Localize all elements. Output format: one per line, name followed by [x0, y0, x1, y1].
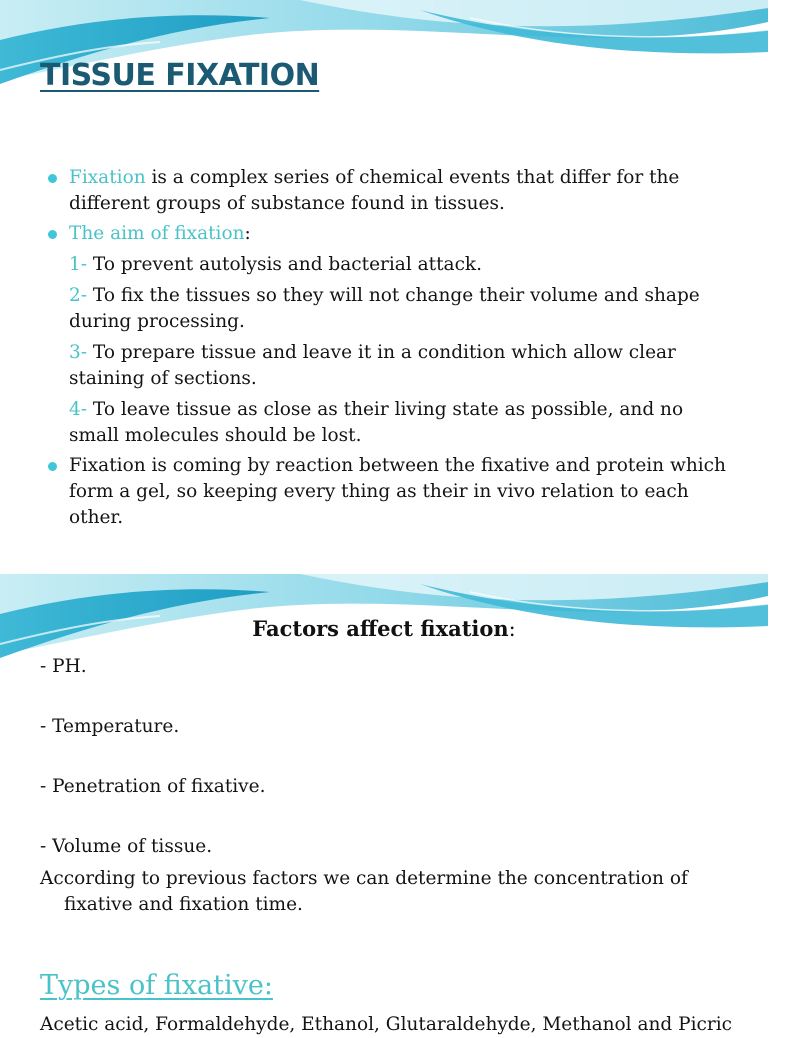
aim-number: 3-: [69, 342, 88, 363]
page-title: TISSUE FIXATION: [40, 58, 320, 93]
factors-list: [40, 654, 740, 918]
bullet-dot-icon: [48, 174, 57, 183]
factor-item: - PH.: [40, 656, 87, 677]
bullet-dot-icon: [48, 230, 57, 239]
section-title-text: Factors affect fixation: [252, 616, 509, 641]
slide-2: [0, 574, 768, 1035]
aim-text: To prevent autolysis and bacterial attack.: [87, 254, 483, 275]
aim-text: To fix the tissues so they will not change their volume and shape during processing.: [69, 285, 700, 332]
bullet-text: is a complex series of chemical events that differ for the different groups of substance found in tissues.: [69, 167, 680, 214]
conclusion-line: According to previous factors we can determine the concentration of: [40, 868, 688, 889]
types-list: Acetic acid, Formaldehyde, Ethanol, Glutaraldehyde, Methanol and Picric: [40, 1014, 732, 1035]
aim-number: 1-: [69, 254, 88, 275]
aim-item: [46, 283, 736, 335]
bullet-item: [46, 221, 736, 247]
bullet-item: [46, 453, 736, 531]
aim-item: [46, 340, 736, 392]
aim-text: To prepare tissue and leave it in a condition which allow clear staining of sections.: [69, 342, 676, 389]
slide-1-body: [46, 165, 736, 535]
aim-number: 4-: [69, 399, 88, 420]
factor-item: - Temperature.: [40, 716, 180, 737]
bullet-text: Fixation is coming by reaction between the fixative and protein which form a gel, so keeping every thing as their in vivo relation to each other.: [69, 455, 726, 528]
term-aim-of-fixation: The aim of fixation: [69, 223, 245, 244]
bullet-item: [46, 165, 736, 217]
section-title: [0, 616, 768, 641]
types-heading: Types of fixative:: [40, 970, 273, 1001]
aim-number: 2-: [69, 285, 88, 306]
term-fixation: Fixation: [69, 167, 146, 188]
conclusion-line: fixative and fixation time.: [64, 894, 303, 915]
factor-item: - Volume of tissue.: [40, 836, 213, 857]
bullet-dot-icon: [48, 462, 57, 471]
factors-conclusion: [40, 866, 740, 918]
aim-item: [46, 397, 736, 449]
section-title-colon: :: [508, 617, 516, 641]
aim-item: [46, 252, 736, 278]
factor-item: - Penetration of fixative.: [40, 776, 266, 797]
bullet-text: :: [244, 223, 251, 244]
aim-text: To leave tissue as close as their living state as possible, and no small molecules should be lost.: [69, 399, 684, 446]
